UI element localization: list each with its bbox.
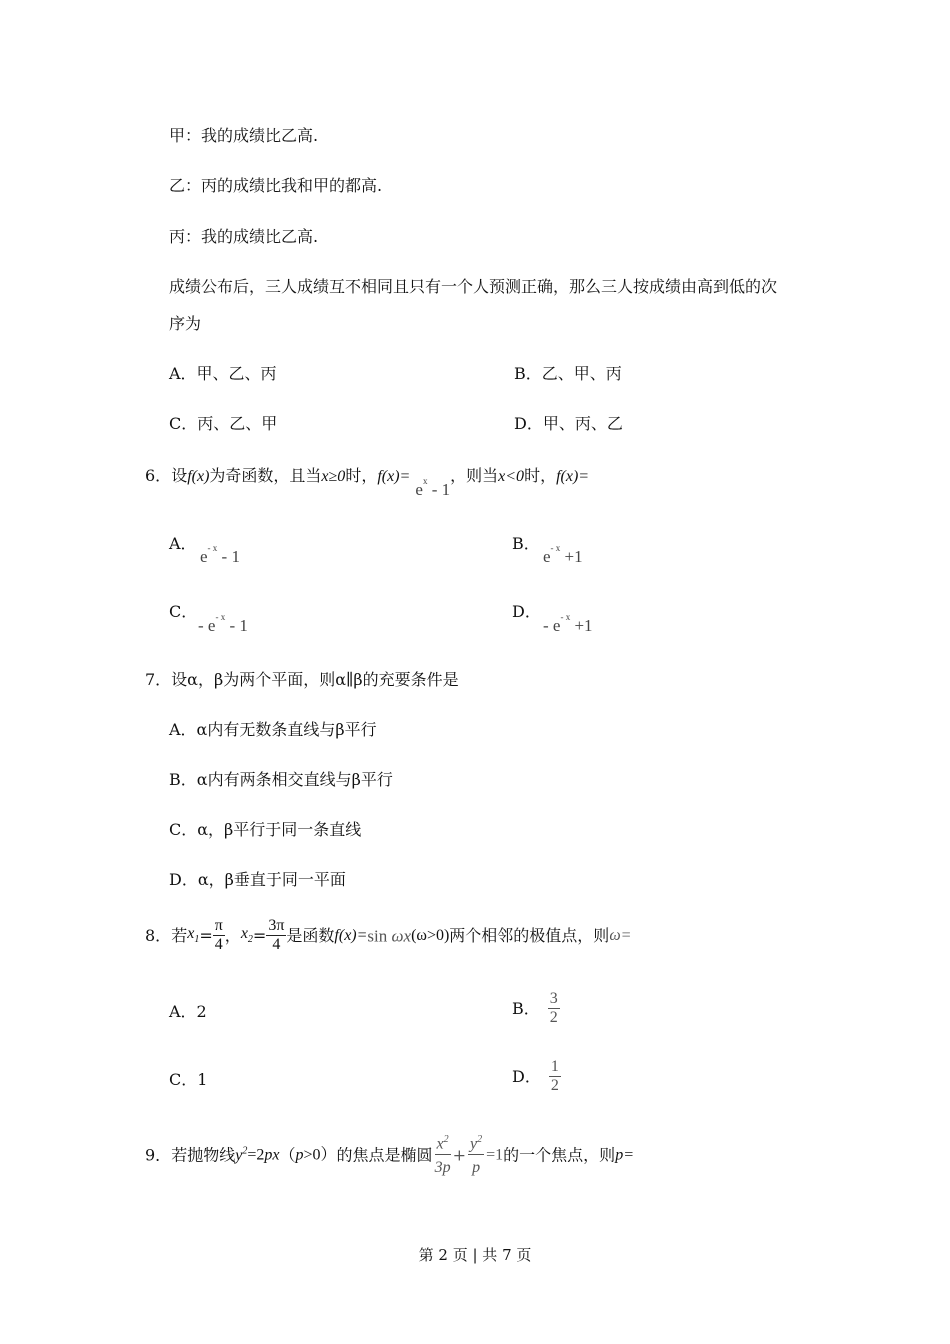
q6-option-b-label: B． bbox=[512, 534, 540, 553]
q8-text: 若 bbox=[171, 925, 188, 945]
q8-number: 8． bbox=[145, 925, 172, 945]
q6-fx: f(x)= bbox=[377, 468, 411, 485]
q6-option-d-expr: - $e^{- x} +1$ bbox=[543, 612, 593, 635]
q8-option-b-fraction: $\frac{3}{2}$ bbox=[549, 990, 558, 1027]
q6-option-a-expr: $e^{- x} - 1$ bbox=[200, 543, 240, 566]
q6-condition: x<0 bbox=[498, 468, 525, 485]
statement-bing: 丙：我的成绩比乙高. bbox=[169, 227, 319, 246]
q9-eq1: =1 bbox=[486, 1146, 504, 1164]
q9-p: p bbox=[295, 1146, 304, 1164]
q8-x1: $x_1$ bbox=[187, 925, 200, 946]
q8-option-b bbox=[512, 990, 560, 1028]
q8-option-d-fraction: $\frac{1}{2}$ bbox=[550, 1058, 559, 1095]
q6-text: ，则当 bbox=[450, 466, 499, 485]
q7-option-a: A．α内有无数条直线与β平行 bbox=[169, 720, 377, 739]
q7-option-d: D．α，β垂直于同一平面 bbox=[169, 870, 346, 889]
q8-eq: = bbox=[252, 925, 267, 945]
q8-option-a: A．2 bbox=[169, 1002, 207, 1021]
q8-option-c: C．1 bbox=[169, 1070, 208, 1089]
q8-x2: $x_2$ bbox=[240, 925, 253, 946]
q6-text: 设 bbox=[171, 466, 188, 485]
q9-paren: （ bbox=[279, 1145, 296, 1165]
page-footer: 第 2 页 | 共 7 页 bbox=[418, 1246, 532, 1264]
q9-plus: + bbox=[452, 1145, 467, 1165]
q9-paren: >0） bbox=[303, 1146, 337, 1164]
statement-yi: 乙：丙的成绩比我和甲的都高. bbox=[169, 176, 383, 195]
q8-omega-eq: ω= bbox=[609, 926, 632, 944]
q7-option-b: B．α内有两条相交直线与β平行 bbox=[169, 770, 393, 789]
q9-number: 9． bbox=[145, 1145, 172, 1165]
q9-fraction-y: $\frac{y^2}{p}$ bbox=[470, 1134, 483, 1176]
q5-option-b: B．乙、甲、丙 bbox=[514, 364, 622, 383]
q8-option-d-label: D． bbox=[512, 1066, 541, 1086]
q9-y-squared: $y^2$ bbox=[235, 1145, 248, 1165]
q9-text: 的焦点是椭圆 bbox=[336, 1145, 433, 1165]
q8-text: 两个相邻的极值点，则 bbox=[449, 925, 610, 945]
q5-option-a: A．甲、乙、丙 bbox=[169, 364, 277, 383]
q7-option-c: C．α，β平行于同一条直线 bbox=[169, 820, 362, 839]
q8-condition: (ω>0) bbox=[411, 926, 450, 944]
q8-option-d bbox=[512, 1058, 561, 1096]
q9-stem bbox=[145, 1134, 634, 1177]
q8-fraction-1: $\frac{\pi}{4}$ bbox=[214, 917, 223, 954]
q8-fraction-2: $\frac{3\pi}{4}$ bbox=[268, 917, 285, 954]
q8-omega-x: ωx bbox=[391, 926, 412, 946]
q5-option-c: C．丙、乙、甲 bbox=[169, 414, 278, 433]
q8-option-b-label: B． bbox=[512, 998, 540, 1018]
q6-text: 时， bbox=[345, 466, 378, 485]
q9-fraction-x: $\frac{x^2}{3p}$ bbox=[434, 1134, 451, 1176]
q8-stem bbox=[145, 917, 631, 955]
q6-text: 为奇函数，且当 bbox=[209, 466, 322, 485]
q6-text: 时， bbox=[524, 466, 557, 485]
q5-text-line1: 成绩公布后，三人成绩互不相同且只有一个人预测正确，那么三人按成绩由高到低的次 bbox=[169, 277, 778, 296]
q6-fx: f(x) bbox=[187, 468, 210, 485]
q7-stem: 7．设α，β为两个平面，则α∥β的充要条件是 bbox=[145, 670, 459, 689]
q6-option-c-expr: - $e^{- x} - 1$ bbox=[198, 612, 248, 635]
q9-p-eq: p= bbox=[615, 1146, 634, 1164]
q6-number: 6． bbox=[145, 466, 172, 485]
q9-eq: =2 bbox=[247, 1146, 265, 1164]
q6-option-d-label: D． bbox=[512, 602, 541, 621]
statement-jia: 甲：我的成绩比乙高. bbox=[169, 126, 319, 145]
q6-expression: $e^x - 1$ bbox=[415, 476, 451, 499]
q9-text: 若抛物线 bbox=[171, 1145, 236, 1165]
q6-option-a-label: A． bbox=[169, 534, 197, 553]
q6-option-b-expr: $e^{- x} +1$ bbox=[543, 543, 583, 566]
q5-text-line2: 序为 bbox=[169, 314, 202, 333]
q6-stem bbox=[145, 466, 590, 499]
q5-option-d: D．甲、丙、乙 bbox=[514, 414, 623, 433]
q6-condition: x≥0 bbox=[321, 468, 346, 485]
q8-comma: ， bbox=[224, 925, 241, 945]
q9-text: 的一个焦点，则 bbox=[503, 1145, 616, 1165]
q9-px: px bbox=[264, 1146, 280, 1164]
q8-text: 是函数 bbox=[286, 925, 335, 945]
q8-sin: sin bbox=[367, 926, 388, 946]
q8-eq: = bbox=[199, 925, 213, 945]
q8-fx: f(x)= bbox=[334, 926, 368, 944]
q6-option-c-label: C． bbox=[169, 602, 198, 621]
q6-fx: f(x)= bbox=[556, 468, 590, 485]
